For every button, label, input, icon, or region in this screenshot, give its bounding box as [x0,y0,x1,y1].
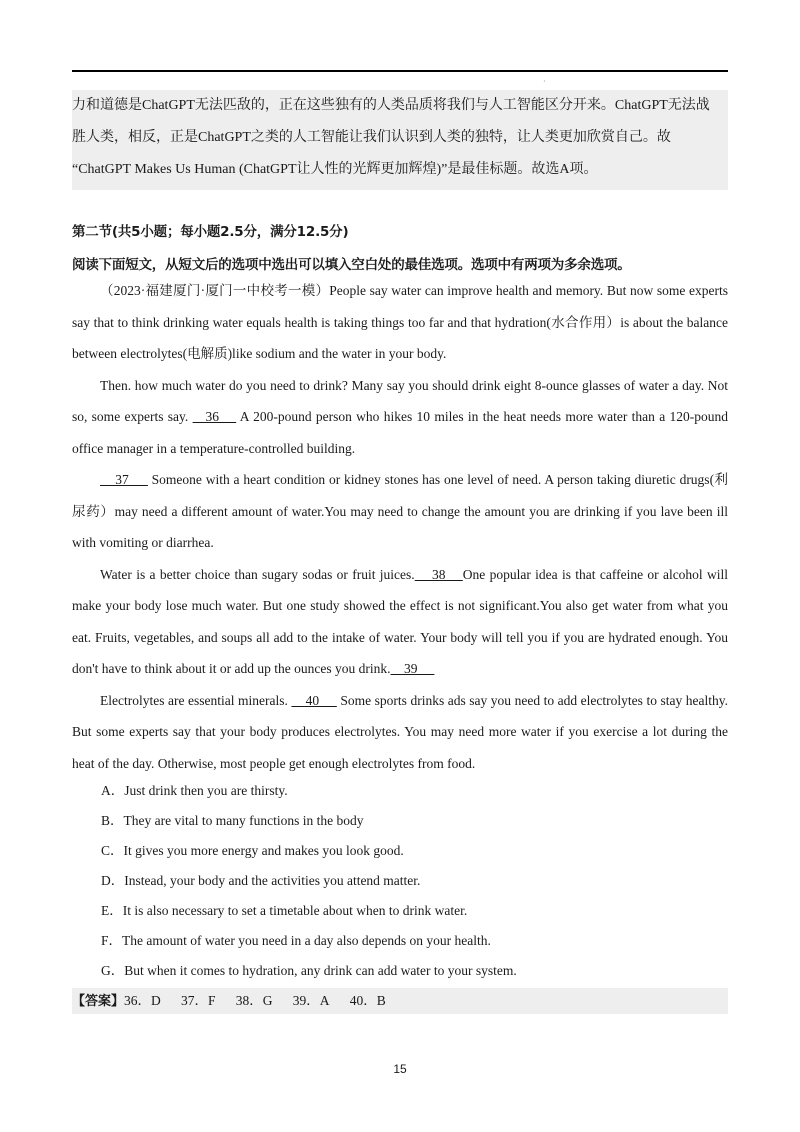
passage-paragraph-2 [72,370,728,465]
explanation-line: “ChatGPT Makes Us Human (ChatGPT让人性的光辉更加辉煌)”是最佳标题。故选A项。 [72,162,598,177]
option-g: G．But when it comes to hydration, any drink can add water to your system. [101,963,517,978]
passage-paragraph-3 [72,464,728,559]
reading-passage [72,275,728,779]
page-number: 15 [393,1062,407,1076]
passage-text: A 200-pound person who hikes 10 miles in the heat needs more water than a 120-pound office manager in a temperature-controlled building. [72,409,729,456]
answer-item: 36．D [124,993,161,1008]
answer-item: 40．B [349,993,386,1008]
blank-37: 37 [100,472,148,487]
explanation-line: 胜人类，相反，正是ChatGPT之类的人工智能让我们认识到人类的独特，让人类更加欣赏自己。故 [72,130,671,145]
option-a: A．Just drink then you are thirsty. [101,783,288,798]
passage-paragraph-1: （2023·福建厦门·厦门一中校考一模）People say water can improve health and memory. But now some experts say that to think drinking water equals health is taking things too far and that hydration(水合作用）is about the balance between electrolytes(电解质)like sodium and the water in your body. [72,283,728,361]
passage-text: Then. how much water do you need to drink? Many say you should drink eight 8-ounce glasses of water a day. Not so, some experts say. [72,377,728,424]
answer-item: 38．G [235,993,273,1008]
header-rule [72,70,728,72]
passage-text: Someone with a heart condition or kidney stones has one level of need. A person taking diuretic drugs(利尿药）may need a different amount of water.You may need to change the amount you are drinking if you lave been ill with vomiting or diarrhea. [72,472,729,550]
answer-item: 37．F [181,993,216,1008]
explanation-line: 力和道德是ChatGPT无法匹敌的，正在这些独有的人类品质将我们与人工智能区分开来。ChatGPT无法战 [72,98,710,113]
blank-40: 40 [291,692,337,708]
passage-paragraph-4 [72,559,728,685]
option-f: F．The amount of water you need in a day also depends on your health. [101,933,491,948]
blank-36: 36 [192,409,237,424]
passage-text: Electrolytes are essential minerals. [100,692,292,708]
blank-39: 39 [390,661,435,676]
option-d: D．Instead, your body and the activities you attend matter. [101,873,421,888]
option-e: E．It is also necessary to set a timetable about when to drink water. [101,903,468,918]
explanation-block [72,90,728,190]
passage-text: One popular idea is that caffeine or alcohol will make your body lose much water. But one study showed the effect is not significant.You also get water from what you eat. Fruits, vegetables, and soups all add to the intake of water. Your body will tell you if you are hydrated enough. You don't have to think about it or add up the ounces you drink. [72,566,729,676]
answer-key [72,988,728,1014]
passage-text: Some sports drinks ads say you need to add electrolytes to stay healthy. But some experts say that your body produces electrolytes. You may need more water if you exercise a lot during the heat of the day. Otherwise, most people get enough electrolytes from food. [72,692,729,771]
answer-item: 39．A [292,993,330,1008]
section-instruction: 阅读下面短文，从短文后的选项中选出可以填入空白处的最佳选项。选项中有两项为多余选项。 [72,257,631,273]
answer-options [101,776,728,986]
passage-paragraph-5 [72,685,728,780]
passage-text: Water is a better choice than sugary sodas or fruit juices. [100,566,415,582]
option-b: B．They are vital to many functions in the body [101,813,364,828]
blank-38: 38 [414,566,463,582]
decorative-dot: · [543,77,546,86]
section-title: 第二节(共5小题；每小题2.5分，满分12.5分) [72,224,349,240]
answer-label: 【答案】 [72,994,125,1009]
option-c: C．It gives you more energy and makes you look good. [101,843,404,858]
